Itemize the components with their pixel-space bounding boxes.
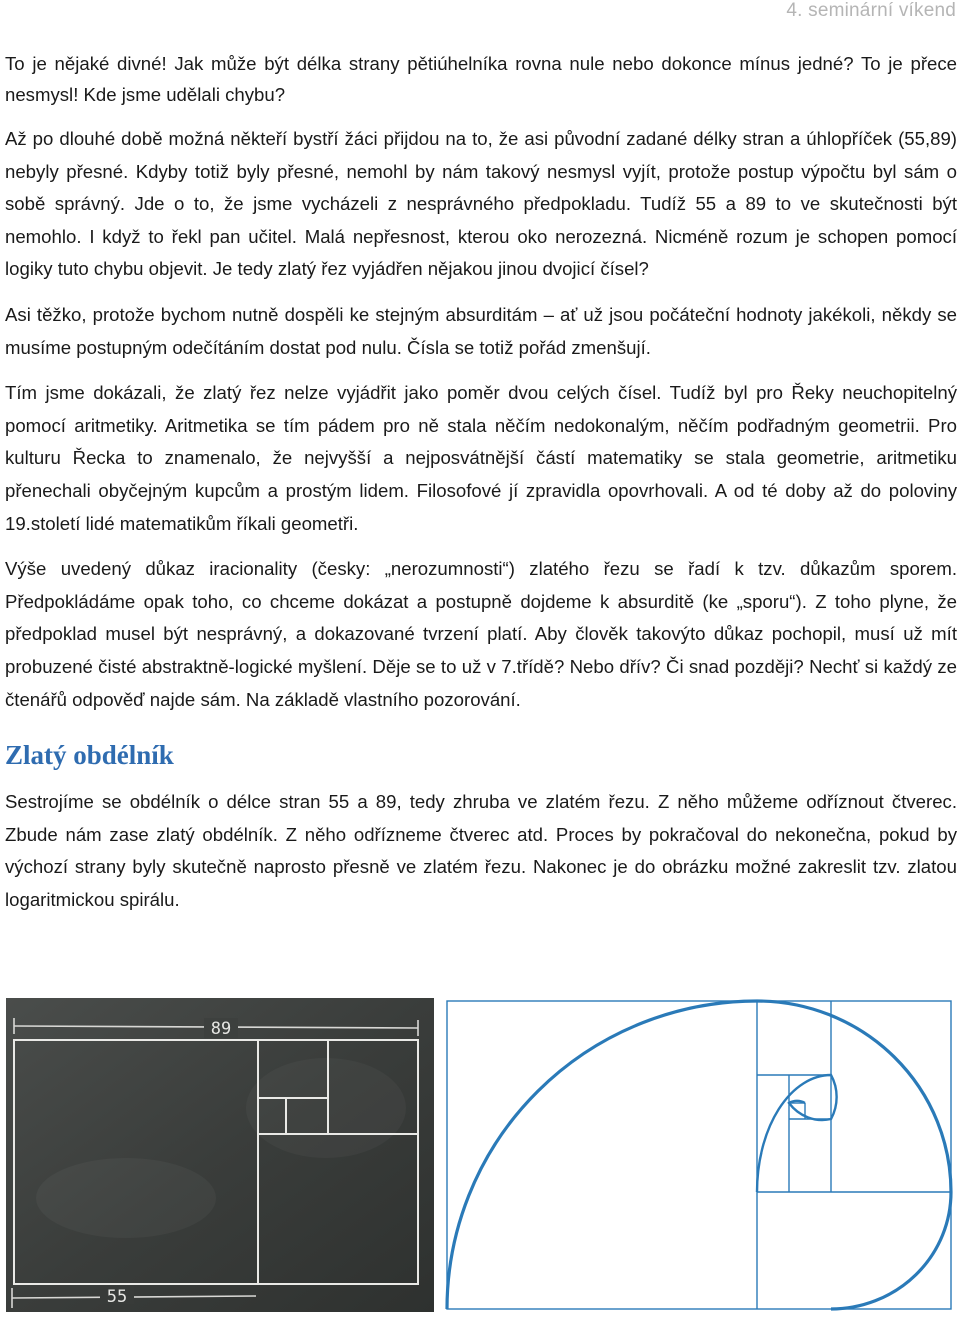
document-body <box>5 48 957 916</box>
chalkboard-image <box>6 998 434 1312</box>
paragraph-2: Až po dlouhé době možná někteří bystří žáci přijdou na to, že asi původní zadané délky stran a úhlopříček (55,89) nebyly přesné. Kdyby totiž byly přesné, nemohl by nám takový nesmysl vyjít, protože postup výpočtu byl sám o sobě správný. Jde o to, že jsme vycházeli z nesprávného předpokladu. Tudíž 55 a 89 to ve skutečnosti být nemohlo. I když to řekl pan učitel. Malá nepřesnost, kterou oko nerozezná. Nicméně rozum je schopen pomocí logiky tuto chybu objevit. Je tedy zlatý řez vyjádřen nějakou jinou dvojicí čísel? <box>5 128 957 280</box>
section-paragraph: Sestrojíme se obdélník o délce stran 55 a 89, tedy zhruba ve zlatém řezu. Z něho můžeme odříznout čtverec. Zbude nám zase zlatý obdélník. Z něho odřízneme čtverec atd. Proces by pokračoval do nekonečna, pokud by výchozí strany byly skutečně naprosto přesně ve zlatém řezu. Nakonec je do obrázku možné zakreslit tzv. zlatou logaritmickou spirálu. <box>5 791 957 910</box>
paragraph-5: Výše uvedený důkaz iracionality (česky: „nerozumnosti“) zlatého řezu se řadí k tzv. důkazům sporem. Předpokládáme opak toho, co chceme dokázat a postupně dojdeme k absurditě (ke „sporu“). Z toho plyne, že předpoklad musel být nesprávný, a dokazované tvrzení platí. Aby člověk takovýto důkaz pochopil, musí už mít probuzené čisté abstraktně-logické myšlení. Děje se to už v 7.třídě? Nebo dřív? Či snad později? Nechť si každý ze čtenářů odpověď najde sám. Na základě vlastního pozorování. <box>5 558 957 710</box>
spiral-squares <box>447 1001 951 1309</box>
golden-rectangle-figure <box>6 998 948 1312</box>
paragraph-3: Asi těžko, protože bychom nutně dospěli ke stejným absurditám – ať už jsou počáteční hodnoty jakékoli, někdy se musíme postupným odečítáním dostat pod nulu. Čísla se totiž pořád zmenšují. <box>5 303 957 358</box>
paragraph-1: To je nějaké divné! Jak může být délka strany pětiúhelníka rovna nule nebo dokonce mínus jedné? To je přece nesmysl! Kde jsme udělali chybu? <box>5 53 957 105</box>
golden-spiral-curve <box>447 1001 951 1309</box>
golden-spiral-diagram <box>444 998 954 1312</box>
paragraph-4: Tím jsme dokázali, že zlatý řez nelze vyjádřit jako poměr dvou celých čísel. Tudíž byl pro Řeky neuchopitelný pomocí aritmetiky. Aritmetika se tím pádem pro ně stala něčím nedokonalým, něčím podřadným geometrii. Pro kulturu Řecka to znamenalo, že nejvyšší a nejposvátnější částí matematiky se stala geometrie, aritmetiku přenechali obyčejným kupcům a prostým lidem. Filosofové jí zpravidla opovrhovali. A od té doby až do poloviny 19.století lidé matematikům říkali geometři. <box>5 382 957 534</box>
golden-spiral-inner <box>757 1075 837 1192</box>
section-heading: Zlatý obdélník <box>5 740 174 771</box>
running-header: 4. seminární víkend <box>786 0 956 21</box>
chalkboard-background <box>6 998 434 1312</box>
chalk-label-89: 89 <box>210 1019 232 1039</box>
chalk-label-55: 55 <box>106 1287 128 1307</box>
